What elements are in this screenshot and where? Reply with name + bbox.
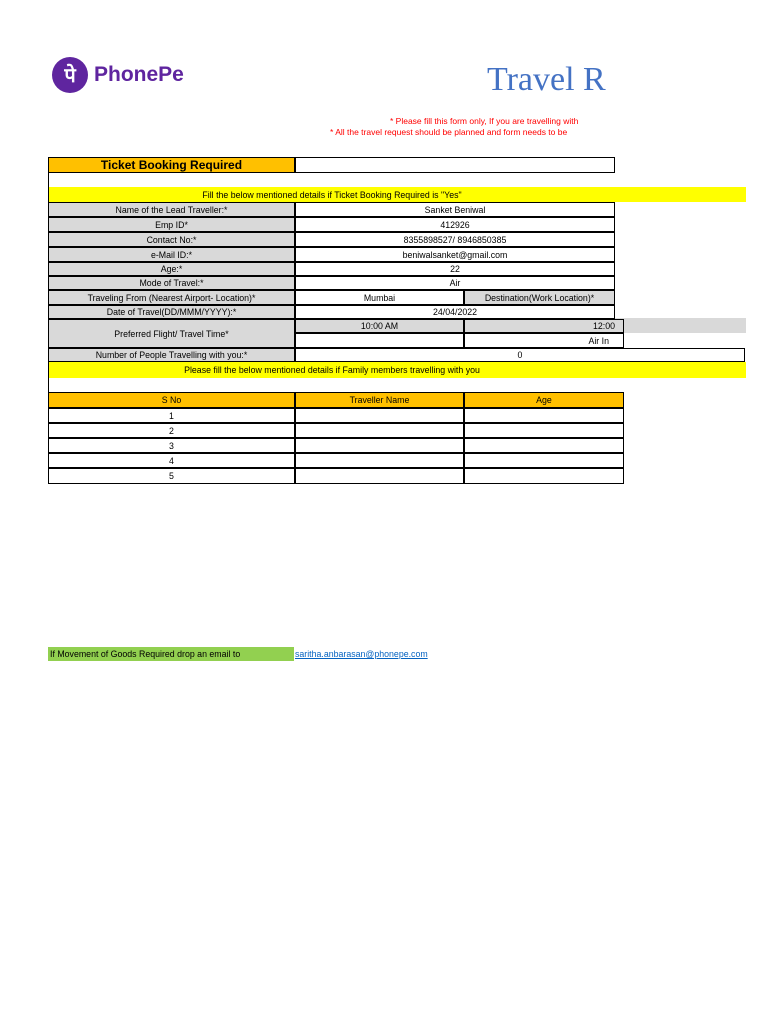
flight-airline-1[interactable] [295,333,464,348]
row-3-age[interactable] [464,438,624,453]
email-value[interactable]: beniwalsanket@gmail.com [295,247,615,262]
date-value[interactable]: 24/04/2022 [295,305,615,319]
ticket-booking-value[interactable] [295,157,615,173]
col-header-name: Traveller Name [295,392,464,408]
flight-label: Preferred Flight/ Travel Time* [48,319,295,348]
row-4-age[interactable] [464,453,624,468]
from-value[interactable]: Mumbai [295,290,464,305]
phonepe-logo-glyph: पे [64,63,76,87]
destination-label: Destination(Work Location)* [464,290,615,305]
date-label: Date of Travel(DD/MMM/YYYY):* [48,305,295,319]
row-1-age[interactable] [464,408,624,423]
contact-value[interactable]: 8355898527/ 8946850385 [295,232,615,247]
row-1-sno: 1 [48,408,295,423]
spacer-row [48,173,615,187]
flight-time-1[interactable]: 10:00 AM [295,319,464,333]
age-value[interactable]: 22 [295,262,615,276]
brand-name: PhonePe [94,63,184,86]
emp-id-label: Emp ID* [48,217,295,232]
row-2-name[interactable] [295,423,464,438]
form-title: Travel R [487,61,606,98]
spacer-row-2 [48,378,615,392]
row-4-sno: 4 [48,453,295,468]
mode-label: Mode of Travel:* [48,276,295,290]
lead-traveller-value[interactable]: Sanket Beniwal [295,202,615,217]
row-5-age[interactable] [464,468,624,484]
band-2: Please fill the below mentioned details if Family members travelling with you [48,362,615,378]
col-header-sno: S No [48,392,295,408]
row-3-sno: 3 [48,438,295,453]
contact-label: Contact No:* [48,232,295,247]
flight-row-continuation [608,318,746,333]
emp-id-value[interactable]: 412926 [295,217,615,232]
mode-value[interactable]: Air [295,276,615,290]
age-label: Age:* [48,262,295,276]
note-1: * Please fill this form only, If you are travelling with [390,116,579,126]
row-2-sno: 2 [48,423,295,438]
note-2: * All the travel request should be planned and form needs to be [330,127,568,137]
col-header-age: Age [464,392,624,408]
lead-traveller-label: Name of the Lead Traveller:* [48,202,295,217]
flight-airline-2[interactable]: Air In [464,333,624,348]
people-value[interactable]: 0 [295,348,745,362]
goods-movement-label: If Movement of Goods Required drop an email to [48,647,294,661]
row-3-name[interactable] [295,438,464,453]
row-5-sno: 5 [48,468,295,484]
from-label: Traveling From (Nearest Airport- Location)* [48,290,295,305]
people-label: Number of People Travelling with you:* [48,348,295,362]
row-1-name[interactable] [295,408,464,423]
goods-movement-email-link[interactable]: saritha.anbarasan@phonepe.com [295,649,428,659]
band-1: Fill the below mentioned details if Ticket Booking Required is "Yes" [48,187,615,202]
email-label: e-Mail ID:* [48,247,295,262]
flight-time-2[interactable]: 12:00 [464,319,624,333]
row-4-name[interactable] [295,453,464,468]
row-2-age[interactable] [464,423,624,438]
row-5-name[interactable] [295,468,464,484]
ticket-booking-label: Ticket Booking Required [48,157,295,173]
